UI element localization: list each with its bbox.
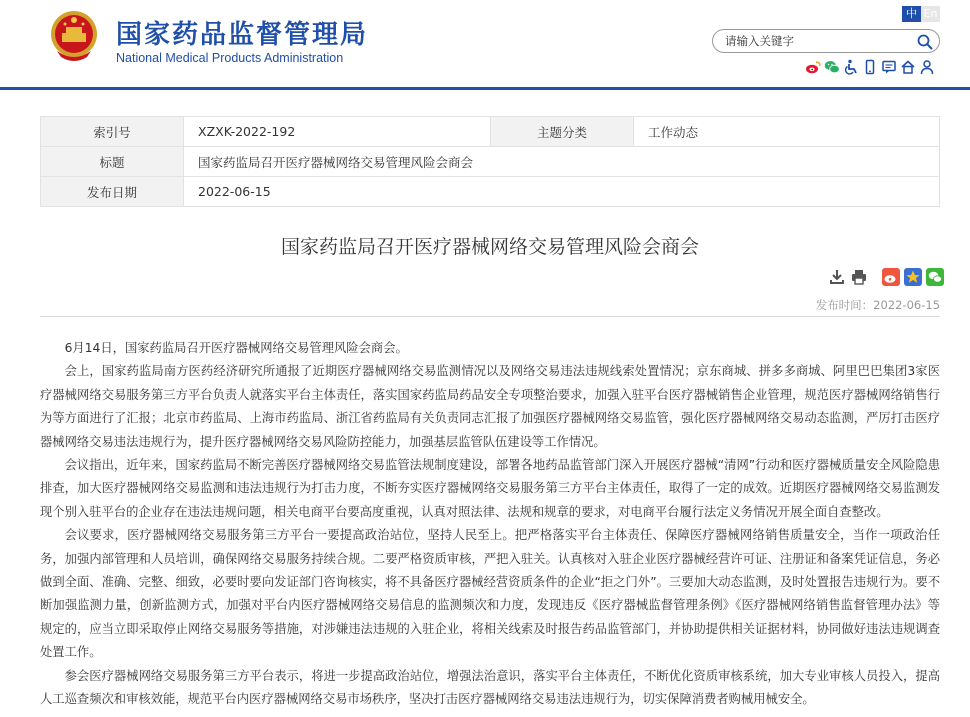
site-name-english[interactable]: National Medical Products Administration <box>116 51 344 65</box>
wechat-icon[interactable] <box>824 59 840 75</box>
title-value: 国家药监局召开医疗器械网络交易管理风险会商会 <box>184 147 940 177</box>
table-row <box>41 117 940 147</box>
lang-chinese-button[interactable]: 中 <box>902 6 921 22</box>
paragraph: 会议指出，近年来，国家药监局不断完善医疗器械网络交易监管法规制度建设，部署各地药品监管部门深入开展医疗器械“清网”行动和医疗器械质量安全风险隐患排查，加大医疗器械网络交易监测和违法违规行为打击力度，不断夯实医疗器械网络交易服务第三方平台主体责任，取得了一定的成效。近期医疗器械网络交易监测发现个别入驻平台的企业存在违法违规问题，相关电商平台要高度重视，认真对照法律、法规和规章的要求，对电商平台履行法定义务情况开展全面自查整改。 <box>40 458 940 519</box>
search-input[interactable] <box>725 32 905 50</box>
search-box <box>712 29 940 53</box>
title-label: 标题 <box>41 147 184 177</box>
search-icon[interactable] <box>916 33 934 50</box>
article-title: 国家药监局召开医疗器械网络交易管理风险会商会 <box>280 236 699 258</box>
language-switcher <box>902 6 940 22</box>
index-label: 索引号 <box>41 117 184 147</box>
paragraph: 会议要求，医疗器械网络交易服务第三方平台一要提高政治站位，坚持人民至上。把严格落实平台主体责任、保障医疗器械网络销售质量安全，当作一项政治任务，加强内部管理和人员培训，确保网络交易服务持续合规。二要严格资质审核，严把入驻关。认真核对入驻企业医疗器械经营许可证、注册证和备案凭证信息，务必做到全面、准确、完整、细致，必要时要向发证部门咨询核实，将不具备医疗器械经营资质条件的企业“拒之门外”。三要加大动态监测，及时处置报告违规行为。要不断加强监测力量，创新监测方式，加强对平台内医疗器械网络交易信息的监测频次和力度，发现违反《医疗器械监督管理条例》《医疗器械网络销售监督管理办法》等规定的，应当立即采取停止网络交易服务等措施，对涉嫌违法违规的入驻企业，将相关线索及时报告药品监管部门，并协助提供相关证据材料，协同做好违法违规调查处置工作。 <box>40 528 940 660</box>
home-icon[interactable] <box>900 59 916 75</box>
download-icon[interactable] <box>828 268 846 286</box>
accessibility-icon[interactable] <box>843 59 859 75</box>
table-row <box>41 177 940 207</box>
date-label: 发布日期 <box>41 177 184 207</box>
user-icon[interactable] <box>919 59 935 75</box>
favorite-star-icon[interactable] <box>904 268 922 286</box>
date-value: 2022-06-15 <box>184 177 940 207</box>
article-body <box>40 337 940 712</box>
category-label: 主题分类 <box>491 117 634 147</box>
weibo-icon[interactable] <box>805 59 821 75</box>
lang-english-button[interactable]: En <box>921 6 940 22</box>
header-tools <box>805 59 935 75</box>
wechat-share-icon[interactable] <box>926 268 944 286</box>
document-info-table <box>40 116 940 207</box>
index-value: XZXK-2022-192 <box>184 117 491 147</box>
content-divider <box>40 316 940 317</box>
paragraph: 参会医疗器械网络交易服务第三方平台表示，将进一步提高政治站位，增强法治意识，落实平台主体责任，不断优化资质审核系统，加大专业审核人员投入，提高人工巡查频次和审核效能，规范平台内医疗器械网络交易市场秩序，坚决打击医疗器械网络交易违法违规行为，切实保障消费者购械用械安全。 <box>40 668 940 707</box>
article-actions <box>828 266 948 288</box>
weibo-share-icon[interactable] <box>882 268 900 286</box>
message-icon[interactable] <box>881 59 897 75</box>
site-name[interactable]: 国家药品监督管理局 <box>116 20 369 50</box>
header-divider <box>0 87 970 90</box>
publish-time: 发布时间：2022-06-15 <box>815 298 940 312</box>
paragraph: 会上，国家药监局南方医药经济研究所通报了近期医疗器械网络交易监测情况以及网络交易违法违规线索处置情况；京东商城、拼多多商城、阿里巴巴集团3家医疗器械网络交易服务第三方平台负责人就落实平台主体责任，落实国家药监局药品安全专项整治要求，加强入驻平台医疗器械销售企业管理，规范医疗器械网络销售行为等方面进行了汇报；北京市药监局、上海市药监局、浙江省药监局有关负责同志汇报了加强医疗器械网络交易监管，强化医疗器械网络交易动态监测，严厉打击医疗器械网络交易违法违规行为，提升医疗器械网络交易风险防控能力，加强基层监管队伍建设等工作情况。 <box>40 364 940 449</box>
table-row <box>41 147 940 177</box>
paragraph: 6月14日，国家药监局召开医疗器械网络交易管理风险会商会。 <box>64 341 408 355</box>
site-header <box>0 0 970 90</box>
mobile-icon[interactable] <box>862 59 878 75</box>
category-value: 工作动态 <box>634 117 940 147</box>
national-emblem-icon[interactable] <box>49 9 99 65</box>
print-icon[interactable] <box>850 268 868 286</box>
